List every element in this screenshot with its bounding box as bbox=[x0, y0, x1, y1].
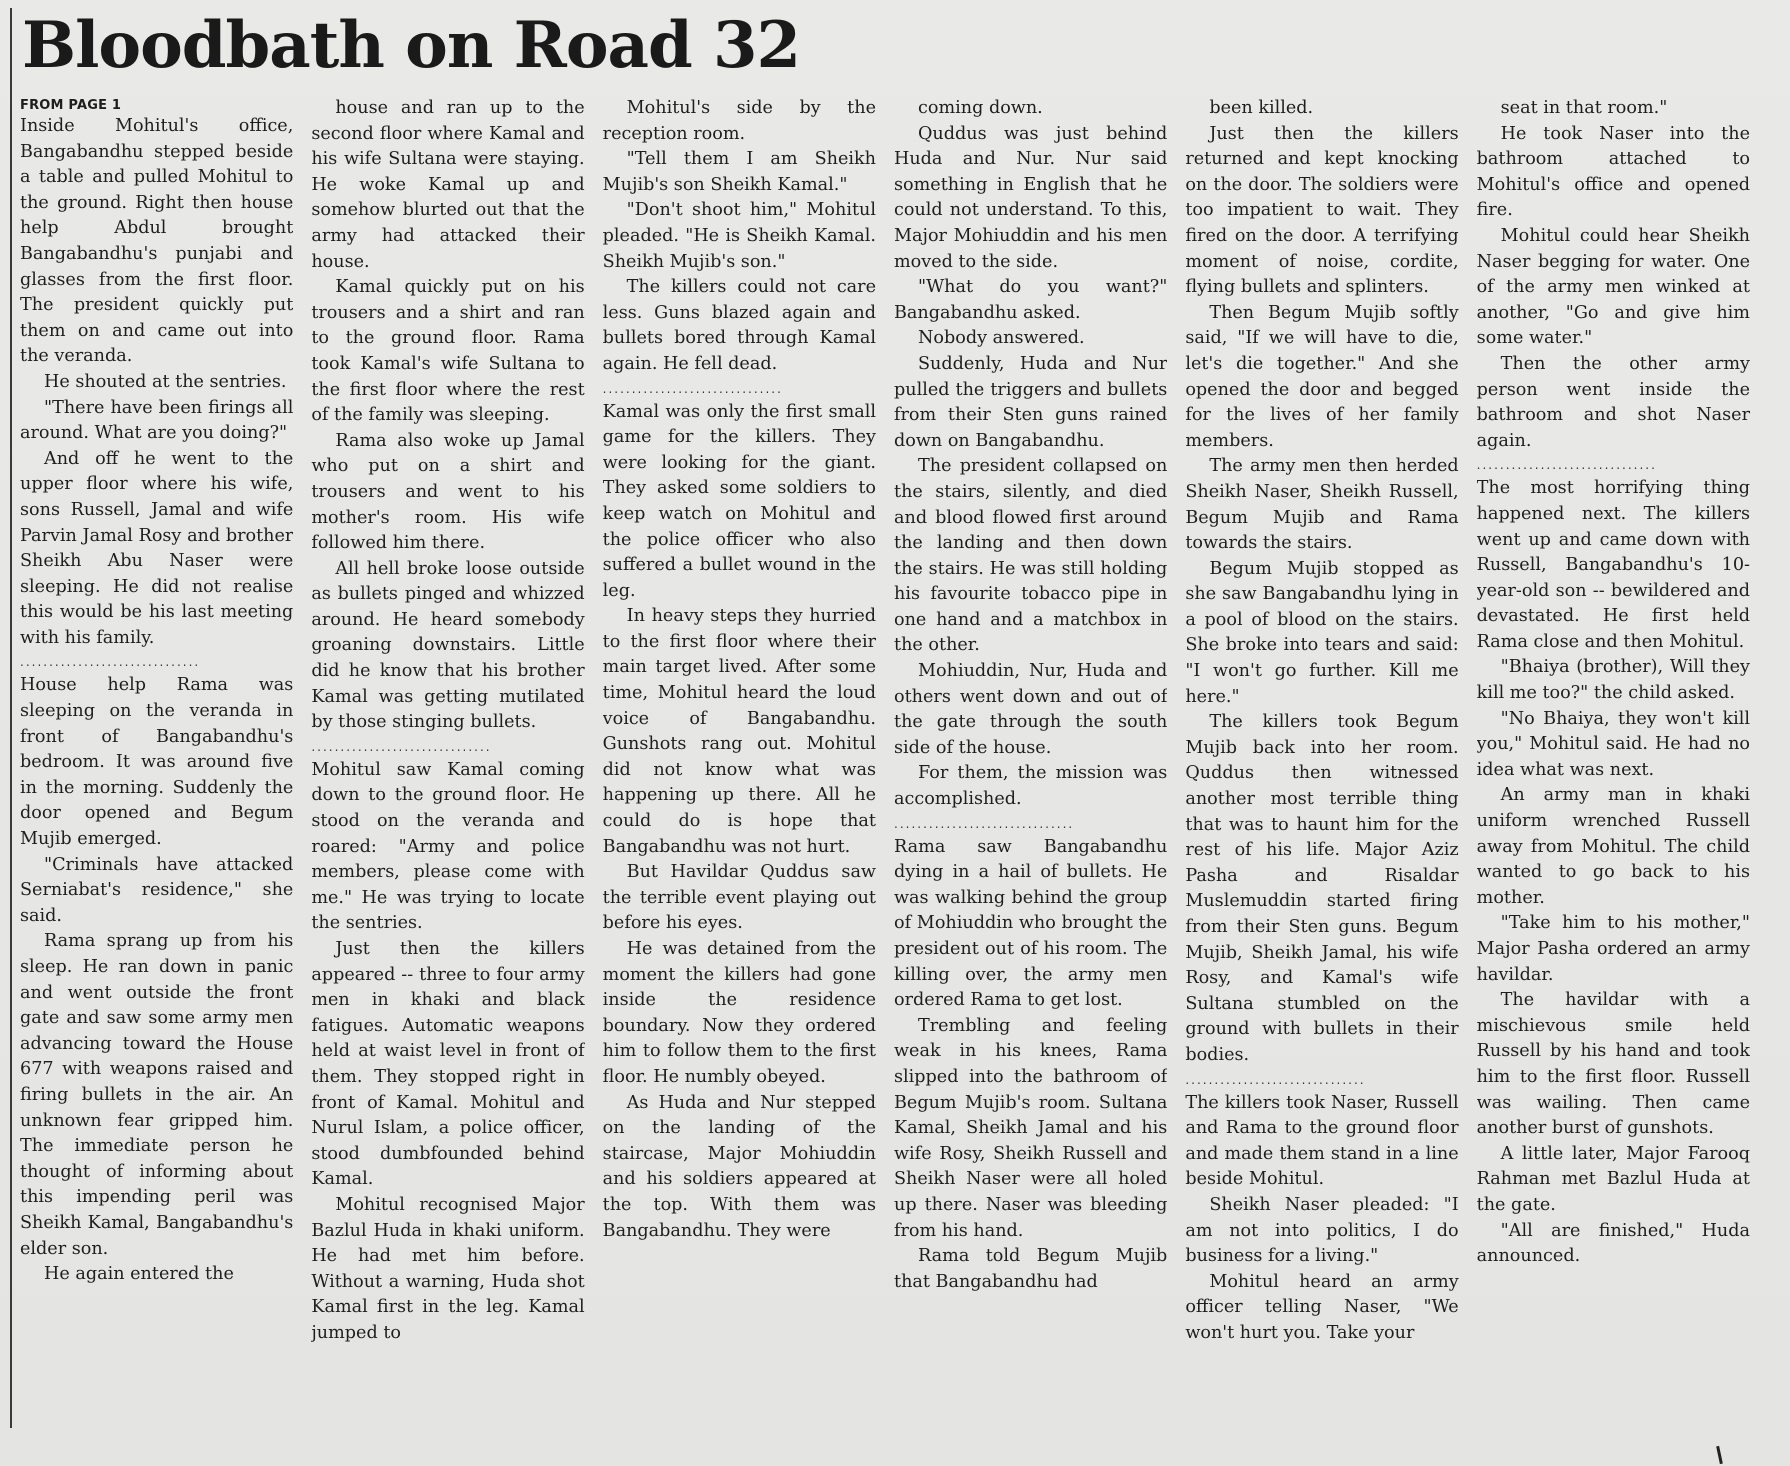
article-paragraph: Nobody answered. bbox=[918, 328, 1085, 349]
article-paragraph: The killers took Begum Mujib back into her room. Quddus then witnessed another most terrible thing that was to haunt him for the rest of his life. Major Aziz Pasha and Risaldar Muslemuddin started firing from their Sten guns. Begum Mujib, Sheikh Jamal, his wife Rosy, and Kamal's wife Sultana stumbled on the ground with bullets in their bodies. bbox=[1185, 712, 1459, 1065]
article-paragraph: Rama also woke up Jamal who put on a shirt and trousers and went to his mother's room. His wife followed him there. bbox=[311, 430, 585, 554]
article-paragraph: "Tell them I am Sheikh Mujib's son Sheikh Kamal." bbox=[602, 149, 876, 195]
article-paragraph: Quddus was just behind Huda and Nur. Nur said something in English that he could not understand. To this, Major Mohiuddin and his men moved to the side. bbox=[894, 123, 1168, 272]
article-paragraph: Sheikh Naser pleaded: "I am not into politics, I do business for a living." bbox=[1185, 1194, 1459, 1267]
article-paragraph: Inside Mohitul's office, Bangabandhu stepped beside a table and pulled Mohitul to the ground. Right then house help Abdul brought Bangabandhu's punjabi and glasses from the first floor. The president quickly put them on and came out into the veranda. bbox=[20, 116, 294, 367]
article-paragraph: For them, the mission was accomplished. bbox=[894, 763, 1168, 810]
article-paragraph: "Take him to his mother," Major Pasha ordered an army havildar. bbox=[1476, 913, 1750, 985]
article-paragraph: "What do you want?" Bangabandhu asked. bbox=[894, 277, 1168, 323]
article-paragraph: All hell broke loose outside as bullets pinged and whizzed around. He heard somebody groaning downstairs. Little did he know that his brother Kamal was getting mutilated by those stinging bullets. bbox=[311, 558, 585, 733]
article-paragraph: Mohitul could hear Sheikh Naser begging for water. One of the army men winked at another, "Go and give him some water." bbox=[1476, 225, 1750, 349]
article-paragraph: Rama told Begum Mujib that Bangabandhu had bbox=[894, 1246, 1168, 1292]
article-paragraph: The president collapsed on the stairs, silently, and died and blood flowed first around the landing and then down the stairs. He was still holding his favourite tobacco pipe in one hand and a matchbox in the other. bbox=[894, 456, 1168, 656]
article-paragraph: house and ran up to the second floor where Kamal and his wife Sultana were staying. He woke Kamal up and somehow blurted out that the army had attacked their house. bbox=[311, 98, 585, 272]
article-paragraph: Mohiuddin, Nur, Huda and others went down and out of the gate through the south side of the house. bbox=[894, 661, 1168, 758]
article-column-3 bbox=[603, 96, 876, 1434]
kicker: FROM PAGE 1 bbox=[20, 98, 122, 113]
article-paragraph: As Huda and Nur stepped on the landing of the staircase, Major Mohiuddin and his soldiers appeared at the top. With them was Bangabandhu. They were bbox=[602, 1092, 876, 1241]
article-paragraph: seat in that room." bbox=[1500, 98, 1668, 118]
article-paragraph: He again entered the bbox=[44, 1264, 234, 1285]
article-paragraph: An army man in khaki uniform wrenched Russell away from Mohitul. The child wanted to go back to his mother. bbox=[1476, 785, 1750, 908]
article-paragraph: "Bhaiya (brother), Will they kill me too?" the child asked. bbox=[1476, 657, 1750, 704]
section-separator: ............................... bbox=[1185, 1072, 1366, 1087]
article-paragraph: Rama sprang up from his sleep. He ran down in panic and went outside the front gate and saw some army men advancing toward the House 677 with weapons raised and firing bullets in the air. An unknown fear gripped him. The immediate person he thought of informing about this impending peril was Sheikh Kamal, Bangabandhu's elder son. bbox=[20, 931, 294, 1259]
article-paragraph: Mohitul recognised Major Bazlul Huda in khaki uniform. He had met him before. Without a warning, Huda shot Kamal first in the leg. Kamal jumped to bbox=[311, 1194, 585, 1343]
article-paragraph: The most horrifying thing happened next. The killers went up and came down with Russell, Bangabandhu's 10-year-old son -- bewildered and devastated. He first held Rama close and then Mohitul. bbox=[1476, 478, 1750, 652]
article-column-2 bbox=[311, 96, 584, 1434]
article-paragraph: A little later, Major Farooq Rahman met Bazlul Huda at the gate. bbox=[1476, 1143, 1750, 1215]
article-paragraph: Kamal was only the first small game for the killers. They were looking for the giant. They asked some soldiers to keep watch on Mohitul and the police officer who also suffered a bullet wound in the leg. bbox=[602, 401, 876, 601]
article-paragraph: The killers could not care less. Guns blazed again and bullets bored through Kamal again. He fell dead. bbox=[602, 277, 876, 374]
article-paragraph: The havildar with a mischievous smile held Russell by his hand and took him to the first floor. Russell was wailing. Then came another burst of gunshots. bbox=[1476, 990, 1750, 1139]
article-paragraph: "Don't shoot him," Mohitul pleaded. "He is Sheikh Kamal. Sheikh Mujib's son." bbox=[602, 200, 876, 272]
article-column-5 bbox=[1185, 96, 1458, 1434]
article-paragraph: Trembling and feeling weak in his knees, Rama slipped into the bathroom of Begum Mujib's room. Sultana Kamal, Sheikh Jamal and his wife Rosy, Sheikh Russell and Sheikh Naser were all holed up there. Naser was bleeding from his hand. bbox=[894, 1015, 1168, 1241]
article-paragraph: Begum Mujib stopped as she saw Bangabandhu lying in a pool of blood on the stairs. She broke into tears and said: "I won't go further. Kill me here." bbox=[1185, 558, 1459, 707]
article-paragraph: But Havildar Quddus saw the terrible event playing out before his eyes. bbox=[602, 862, 876, 934]
article-paragraph: Then Begum Mujib softly said, "If we will have to die, let's die together." And she opened the door and begged for the lives of her family members. bbox=[1185, 302, 1459, 451]
article-paragraph: Rama saw Bangabandhu dying in a hail of bullets. He was walking behind the group of Mohiuddin who brought the president out of his room. The killing over, the army men ordered Rama to get lost. bbox=[894, 836, 1168, 1011]
article-paragraph: Mohitul heard an army officer telling Naser, "We won't hurt you. Take your bbox=[1185, 1271, 1459, 1343]
article-paragraph: Suddenly, Huda and Nur pulled the triggers and bullets from their Sten guns rained down on Bangabandhu. bbox=[894, 353, 1168, 451]
article-paragraph: Mohitul saw Kamal coming down to the ground floor. He stood on the veranda and roared: "Army and police members, please come with me." He was trying to locate the sentries. bbox=[311, 759, 585, 934]
article-paragraph: Just then the killers returned and kept knocking on the door. The soldiers were too impatient to wait. They fired on the door. A terrifying moment of noise, cordite, flying bullets and splinters. bbox=[1185, 123, 1459, 298]
article-paragraph: Then the other army person went inside the bathroom and shot Naser again. bbox=[1476, 353, 1750, 451]
article-paragraph: "There have been firings all around. What are you doing?" bbox=[20, 397, 294, 444]
article-paragraph: The army men then herded Sheikh Naser, Sheikh Russell, Begum Mujib and Rama towards the stairs. bbox=[1185, 456, 1459, 554]
article-paragraph: He was detained from the moment the killers had gone inside the residence boundary. Now they ordered him to follow them to the first floor. He numbly obeyed. bbox=[602, 939, 876, 1087]
article-paragraph: "No Bhaiya, they won't kill you," Mohitul said. He had no idea what was next. bbox=[1476, 708, 1750, 780]
article-column-4 bbox=[894, 96, 1167, 1434]
article-paragraph: He shouted at the sentries. bbox=[44, 371, 287, 392]
column-rule-left bbox=[10, 8, 12, 1428]
article-paragraph: been killed. bbox=[1209, 98, 1314, 118]
article-paragraph: "Criminals have attacked Serniabat's residence," she said. bbox=[20, 854, 294, 926]
article-paragraph: coming down. bbox=[918, 98, 1043, 118]
article-column-6 bbox=[1477, 96, 1750, 1434]
article-paragraph: The killers took Naser, Russell and Rama to the ground floor and made them stand in a line beside Mohitul. bbox=[1185, 1092, 1459, 1190]
article-paragraph: And off he went to the upper floor where his wife, sons Russell, Jamal and wife Parvin Jamal Rosy and brother Sheikh Abu Naser were sleeping. He did not realise this would be his last meeting with his family. bbox=[20, 448, 294, 648]
section-separator: ............................... bbox=[20, 655, 201, 670]
article-columns bbox=[20, 96, 1750, 1434]
pen-mark bbox=[1716, 1446, 1723, 1464]
article-paragraph: House help Rama was sleeping on the veranda in front of Bangabandhu's bedroom. It was around five in the morning. Suddenly the door opened and Begum Mujib emerged. bbox=[20, 675, 294, 850]
headline: Bloodbath on Road 32 bbox=[22, 8, 801, 83]
article-paragraph: In heavy steps they hurried to the first floor where their main target lived. After some time, Mohitul heard the loud voice of Bangabandhu. Gunshots rang out. Mohitul did not know what was happening up there. All he could do is hope that Bangabandhu was not hurt. bbox=[602, 606, 876, 857]
article-column-1 bbox=[20, 96, 293, 1434]
article-paragraph: Kamal quickly put on his trousers and a shirt and ran to the ground floor. Rama took Kamal's wife Sultana to the first floor where the rest of the family was sleeping. bbox=[311, 277, 585, 426]
section-separator: ............................... bbox=[311, 739, 492, 754]
section-separator: ............................... bbox=[894, 816, 1075, 831]
article-paragraph: He took Naser into the bathroom attached to Mohitul's office and opened fire. bbox=[1476, 123, 1750, 221]
article-paragraph: "All are finished," Huda announced. bbox=[1476, 1220, 1750, 1267]
article-paragraph: Just then the killers appeared -- three to four army men in khaki and black fatigues. Automatic weapons held at waist level in front of them. They stopped right in front of Kamal. Mohitul and Nurul Islam, a police officer, stood dumbfounded behind Kamal. bbox=[311, 939, 585, 1190]
section-separator: ............................... bbox=[602, 381, 783, 396]
section-separator: ............................... bbox=[1476, 458, 1657, 473]
article-paragraph: Mohitul's side by the reception room. bbox=[602, 98, 876, 144]
